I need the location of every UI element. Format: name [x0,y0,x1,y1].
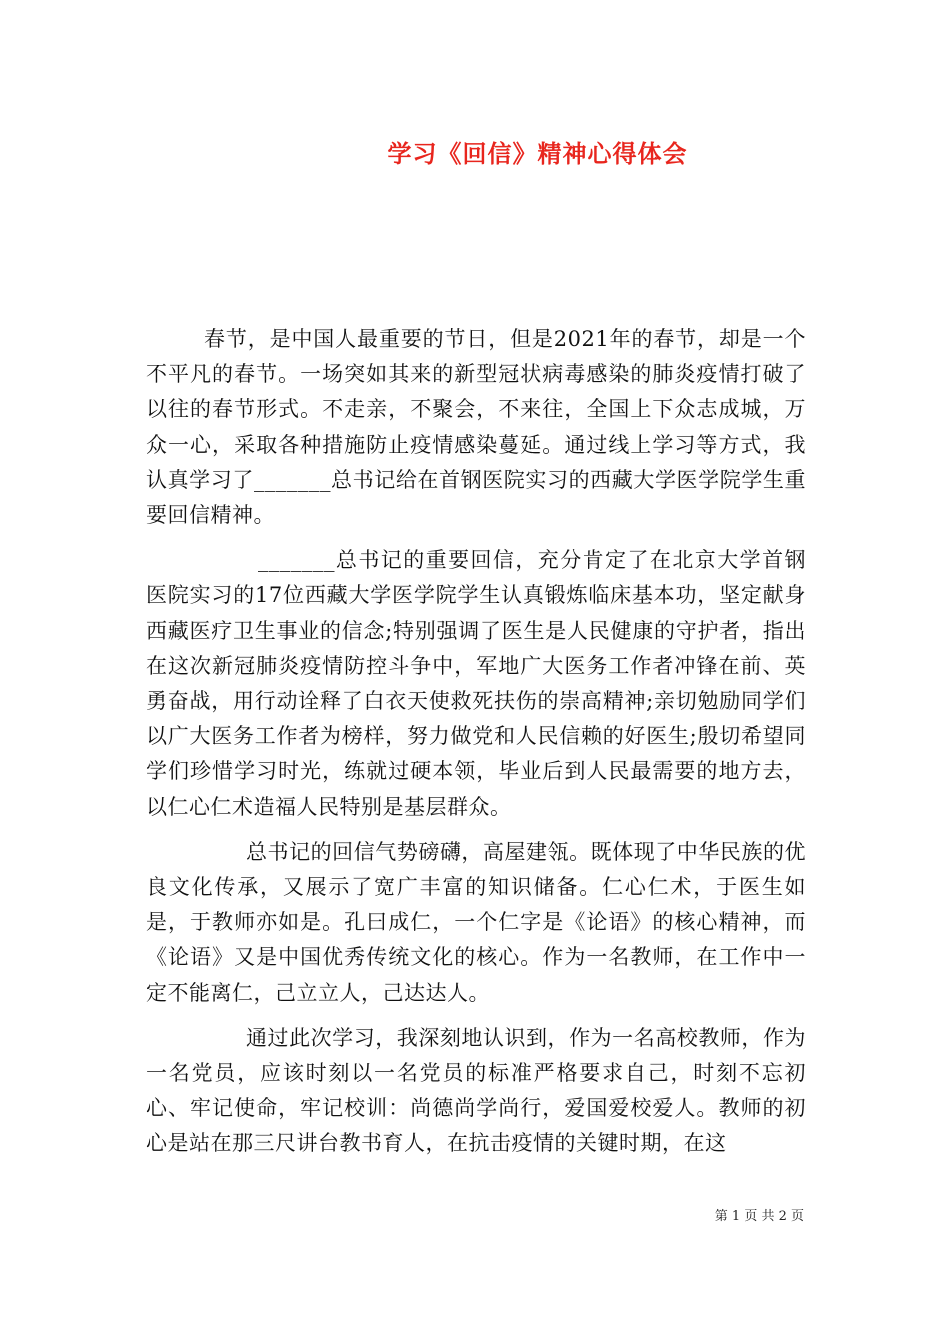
page-footer: 第 1 页 共 2 页 [714,1209,804,1224]
paragraph-3: 总书记的回信气势磅礴，高屋建瓴。既体现了中华民族的优良文化传承，又展示了宽广丰富的知识储备。仁心仁术，于医生如是，于教师亦如是。孔曰成仁，一个仁字是《论语》的核心精神，而《论语》又是中国优秀传统文化的核心。作为一名教师，在工作中一定不能离仁，己立立人，己达达人。 [146,839,806,1005]
document-title: 学习《回信》精神心得体会 [387,140,688,168]
paragraph-4: 通过此次学习，我深刻地认识到，作为一名高校教师，作为一名党员，应该时刻以一名党员的标准严格要求自己，时刻不忘初心、牢记使命，牢记校训：尚德尚学尚行，爱国爱校爱人。教师的初心是站在那三尺讲台教书育人，在抗击疫情的关键时期，在这 [146,1025,806,1156]
paragraph-2: _______总书记的重要回信，充分肯定了在北京大学首钢医院实习的17位西藏大学医学院学生认真锻炼临床基本功，坚定献身西藏医疗卫生事业的信念;特别强调了医生是人民健康的守护者，指出在这次新冠肺炎疫情防控斗争中，军地广大医务工作者冲锋在前、英勇奋战，用行动诠释了白衣天使救死扶伤的崇高精神;亲切勉励同学们以广大医务工作者为榜样，努力做党和人民信赖的好医生;殷切希望同学们珍惜学习时光，练就过硬本领，毕业后到人民最需要的地方去，以仁心仁术造福人民特别是基层群众。 [146,548,806,819]
document-body [146,322,806,1172]
paragraph-1: 春节，是中国人最重要的节日，但是2021年的春节，却是一个不平凡的春节。一场突如其来的新型冠状病毒感染的肺炎疫情打破了以往的春节形式。不走亲，不聚会，不来往，全国上下众志成城，万众一心，采取各种措施防止疫情感染蔓延。通过线上学习等方式，我认真学习了_______总书记给在首钢医院实习的西藏大学医学院学生重要回信精神。 [146,327,806,528]
